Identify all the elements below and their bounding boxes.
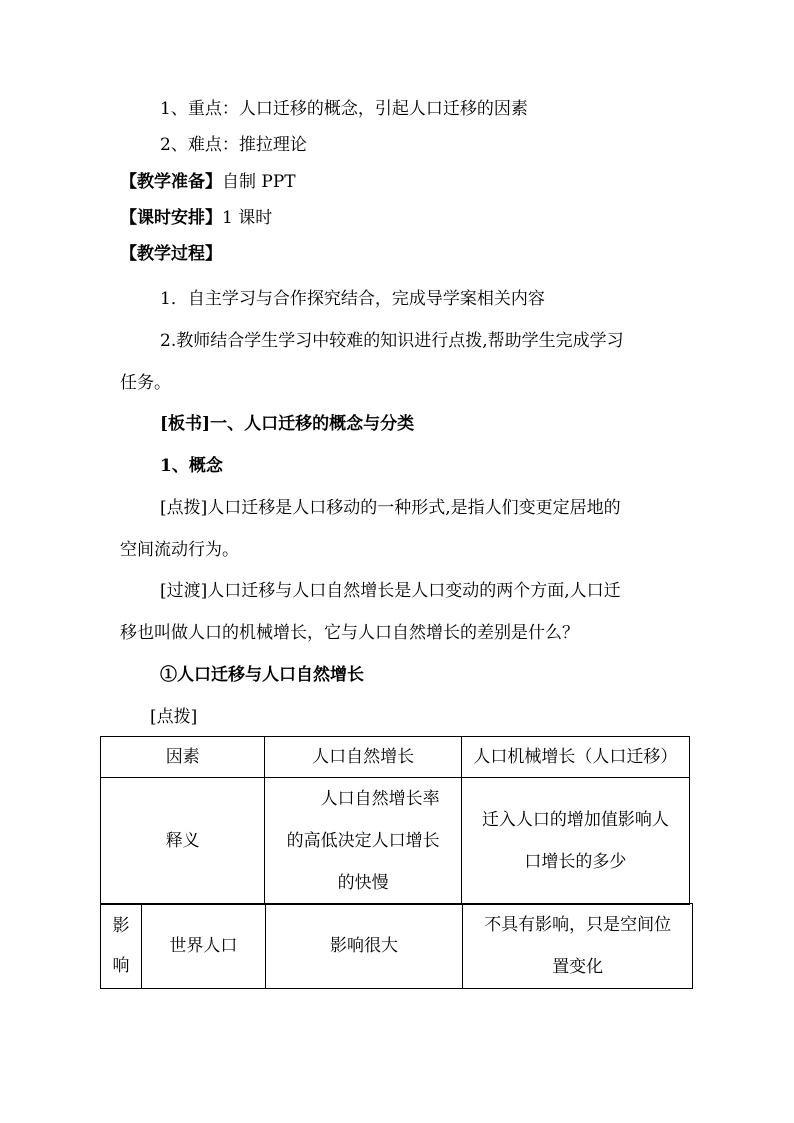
teaching-process-heading: 【教学过程】 <box>120 244 222 264</box>
row-definition-label: 释义 <box>101 778 265 905</box>
class-time-label: 【课时安排】 <box>120 208 222 228</box>
process-step-2-cont: 任务。 <box>120 373 171 393</box>
definition-natural-line-2: 的高低决定人口增长 <box>286 831 440 851</box>
definition-natural-line-1: 人口自然增长率 <box>320 789 440 809</box>
header-factor: 因素 <box>101 737 265 778</box>
subsection-heading: ①人口迁移与人口自然增长 <box>160 665 364 685</box>
process-step-1: 1．自主学习与合作探究结合，完成导学案相关内容 <box>160 289 545 309</box>
definition-natural <box>265 778 461 905</box>
definition-mechanical-line-2: 口增长的多少 <box>524 852 627 872</box>
definition-mechanical-line-1: 迁入人口的增加值影响人 <box>481 810 669 830</box>
hint-paragraph-line-1: [点拨]人口迁移是人口移动的一种形式,是指人们变更定居地的 <box>160 498 621 518</box>
hint-paragraph-line-2: 空间流动行为。 <box>120 540 239 560</box>
teaching-prep-value: 自制 PPT <box>222 172 296 192</box>
influence-char-2: 响 <box>112 956 130 976</box>
row-world-population-label: 世界人口 <box>141 904 265 989</box>
influence-mechanical <box>463 904 693 989</box>
key-point-line: 1、重点：人口迁移的概念，引起人口迁移的因素 <box>160 99 528 119</box>
influence-mechanical-line-2: 置变化 <box>552 957 604 977</box>
class-time-value: 1 课时 <box>222 208 273 228</box>
concept-heading: 1、概念 <box>160 456 223 476</box>
board-heading: [板书]一、人口迁移的概念与分类 <box>160 414 415 434</box>
teaching-prep-line <box>120 171 296 193</box>
transition-line-1: [过渡]人口迁移与人口自然增长是人口变动的两个方面,人口迁 <box>160 581 621 601</box>
process-step-2: 2.教师结合学生学习中较难的知识进行点拨,帮助学生完成学习 <box>160 331 624 351</box>
definition-mechanical <box>461 778 689 905</box>
influence-mechanical-line-1: 不具有影响，只是空间位 <box>484 915 672 935</box>
transition-line-2: 移也叫做人口的机械增长，它与人口自然增长的差别是什么？ <box>120 623 579 643</box>
row-influence-group <box>101 904 142 989</box>
teaching-prep-label: 【教学准备】 <box>120 172 222 192</box>
difficult-point-line: 2、难点：推拉理论 <box>160 135 307 155</box>
comparison-table-top <box>100 736 690 905</box>
influence-natural: 影响很大 <box>265 904 463 989</box>
class-time-line <box>120 207 272 229</box>
comparison-table-bottom <box>100 903 693 989</box>
header-natural-growth: 人口自然增长 <box>265 737 461 778</box>
header-mechanical-growth: 人口机械增长（人口迁移） <box>461 737 689 778</box>
definition-natural-line-3: 的快慢 <box>337 873 389 893</box>
hint-label: [点拨] <box>150 707 198 727</box>
influence-char-1: 影 <box>112 916 130 936</box>
